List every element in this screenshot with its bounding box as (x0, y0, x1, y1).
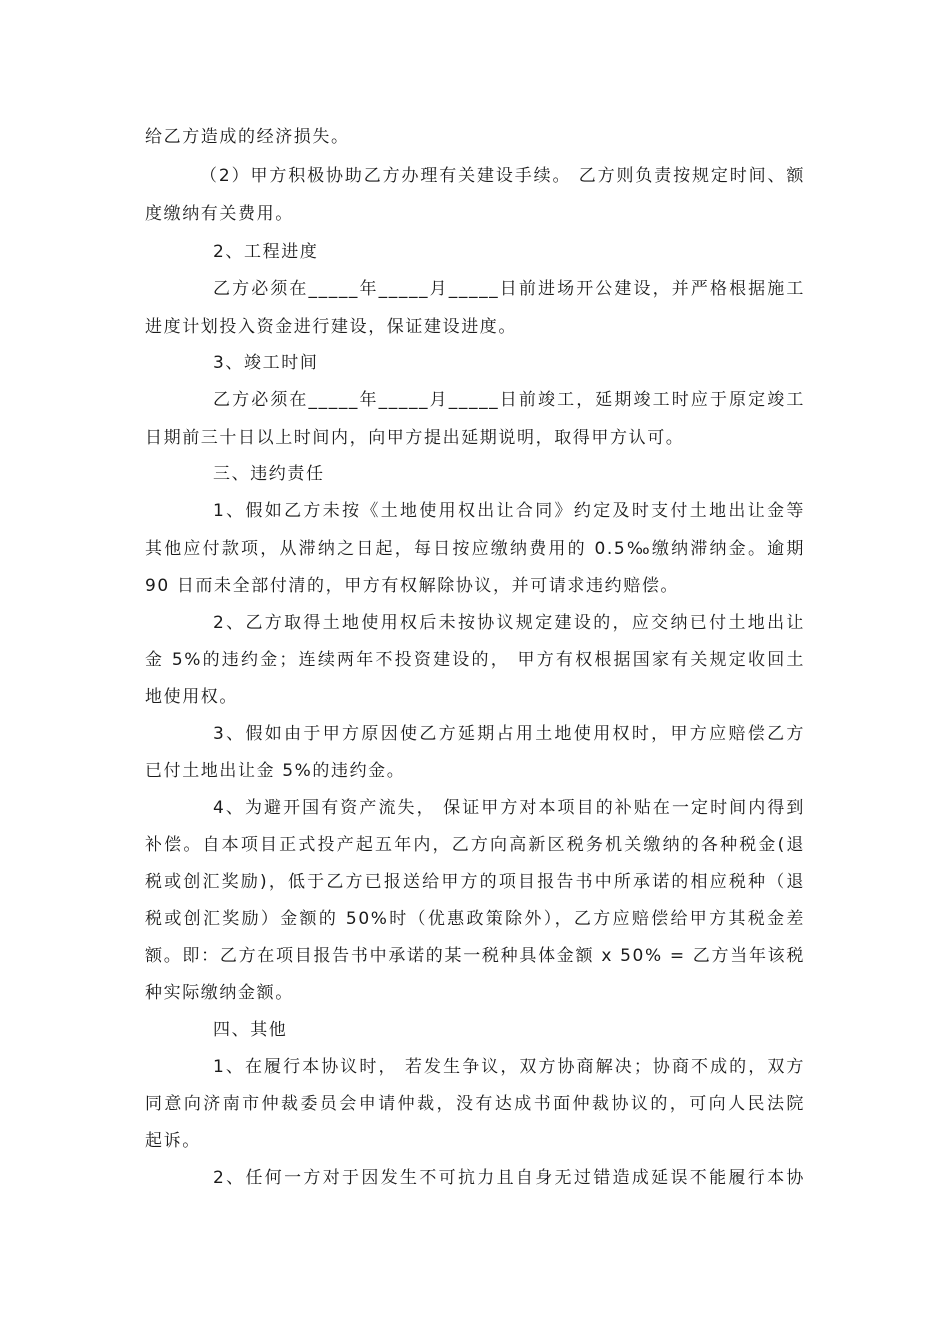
paragraph-line: 1、在履行本协议时， 若发生争议，双方协商解决；协商不成的，双方 (213, 1057, 805, 1077)
paragraph-line: 乙方必须在_____年_____月_____日前进场开公建设，并严格根据施工 (213, 279, 805, 299)
paragraph-line: 度缴纳有关费用。 (145, 204, 294, 224)
chapter-heading: 四、其他 (213, 1020, 288, 1040)
paragraph-line: 90 日而未全部付清的，甲方有权解除协议，并可请求违约赔偿。 (145, 576, 680, 596)
paragraph-line: 2、乙方取得土地使用权后未按协议规定建设的，应交纳已付土地出让 (213, 613, 805, 633)
paragraph-line: 1、假如乙方未按《土地使用权出让合同》约定及时支付土地出让金等 (213, 501, 805, 521)
paragraph-line: 乙方必须在_____年_____月_____日前竣工，延期竣工时应于原定竣工 (213, 390, 805, 410)
paragraph-line: 额。即：乙方在项目报告书中承诺的某一税种具体金额 x 50% = 乙方当年该税 (145, 946, 805, 966)
paragraph-line: 给乙方造成的经济损失。 (145, 127, 350, 147)
paragraph-line: 金 5%的违约金；连续两年不投资建设的， 甲方有权根据国家有关规定收回土 (145, 650, 806, 670)
paragraph-line: 种实际缴纳金额。 (145, 983, 294, 1003)
paragraph-line: （2）甲方积极协助乙方办理有关建设手续。 乙方则负责按规定时间、额 (200, 166, 805, 186)
paragraph-line: 日期前三十日以上时间内，向甲方提出延期说明，取得甲方认可。 (145, 428, 685, 448)
paragraph-line: 其他应付款项，从滞纳之日起，每日按应缴纳费用的 0.5‰缴纳滞纳金。逾期 (145, 539, 805, 559)
paragraph-line: 起诉。 (145, 1131, 201, 1151)
paragraph-line: 补偿。自本项目正式投产起五年内，乙方向高新区税务机关缴纳的各种税金(退 (145, 835, 805, 855)
paragraph-line: 地使用权。 (145, 687, 238, 707)
chapter-heading: 三、违约责任 (213, 464, 325, 484)
paragraph-line: 进度计划投入资金进行建设，保证建设进度。 (145, 317, 517, 337)
paragraph-line: 2、任何一方对于因发生不可抗力且自身无过错造成延误不能履行本协 (213, 1168, 805, 1188)
paragraph-line: 4、为避开国有资产流失， 保证甲方对本项目的补贴在一定时间内得到 (213, 798, 805, 818)
paragraph-line: 已付土地出让金 5%的违约金。 (145, 761, 406, 781)
section-heading: 3、竣工时间 (213, 353, 319, 373)
paragraph-line: 3、假如由于甲方原因使乙方延期占用土地使用权时，甲方应赔偿乙方 (213, 724, 805, 744)
paragraph-line: 税或创汇奖励）金额的 50%时（优惠政策除外），乙方应赔偿给甲方其税金差 (145, 909, 805, 929)
paragraph-line: 税或创汇奖励)，低于乙方已报送给甲方的项目报告书中所承诺的相应税种（退 (145, 872, 805, 892)
section-heading: 2、工程进度 (213, 242, 319, 262)
paragraph-line: 同意向济南市仲裁委员会申请仲裁，没有达成书面仲裁协议的，可向人民法院 (145, 1094, 805, 1114)
